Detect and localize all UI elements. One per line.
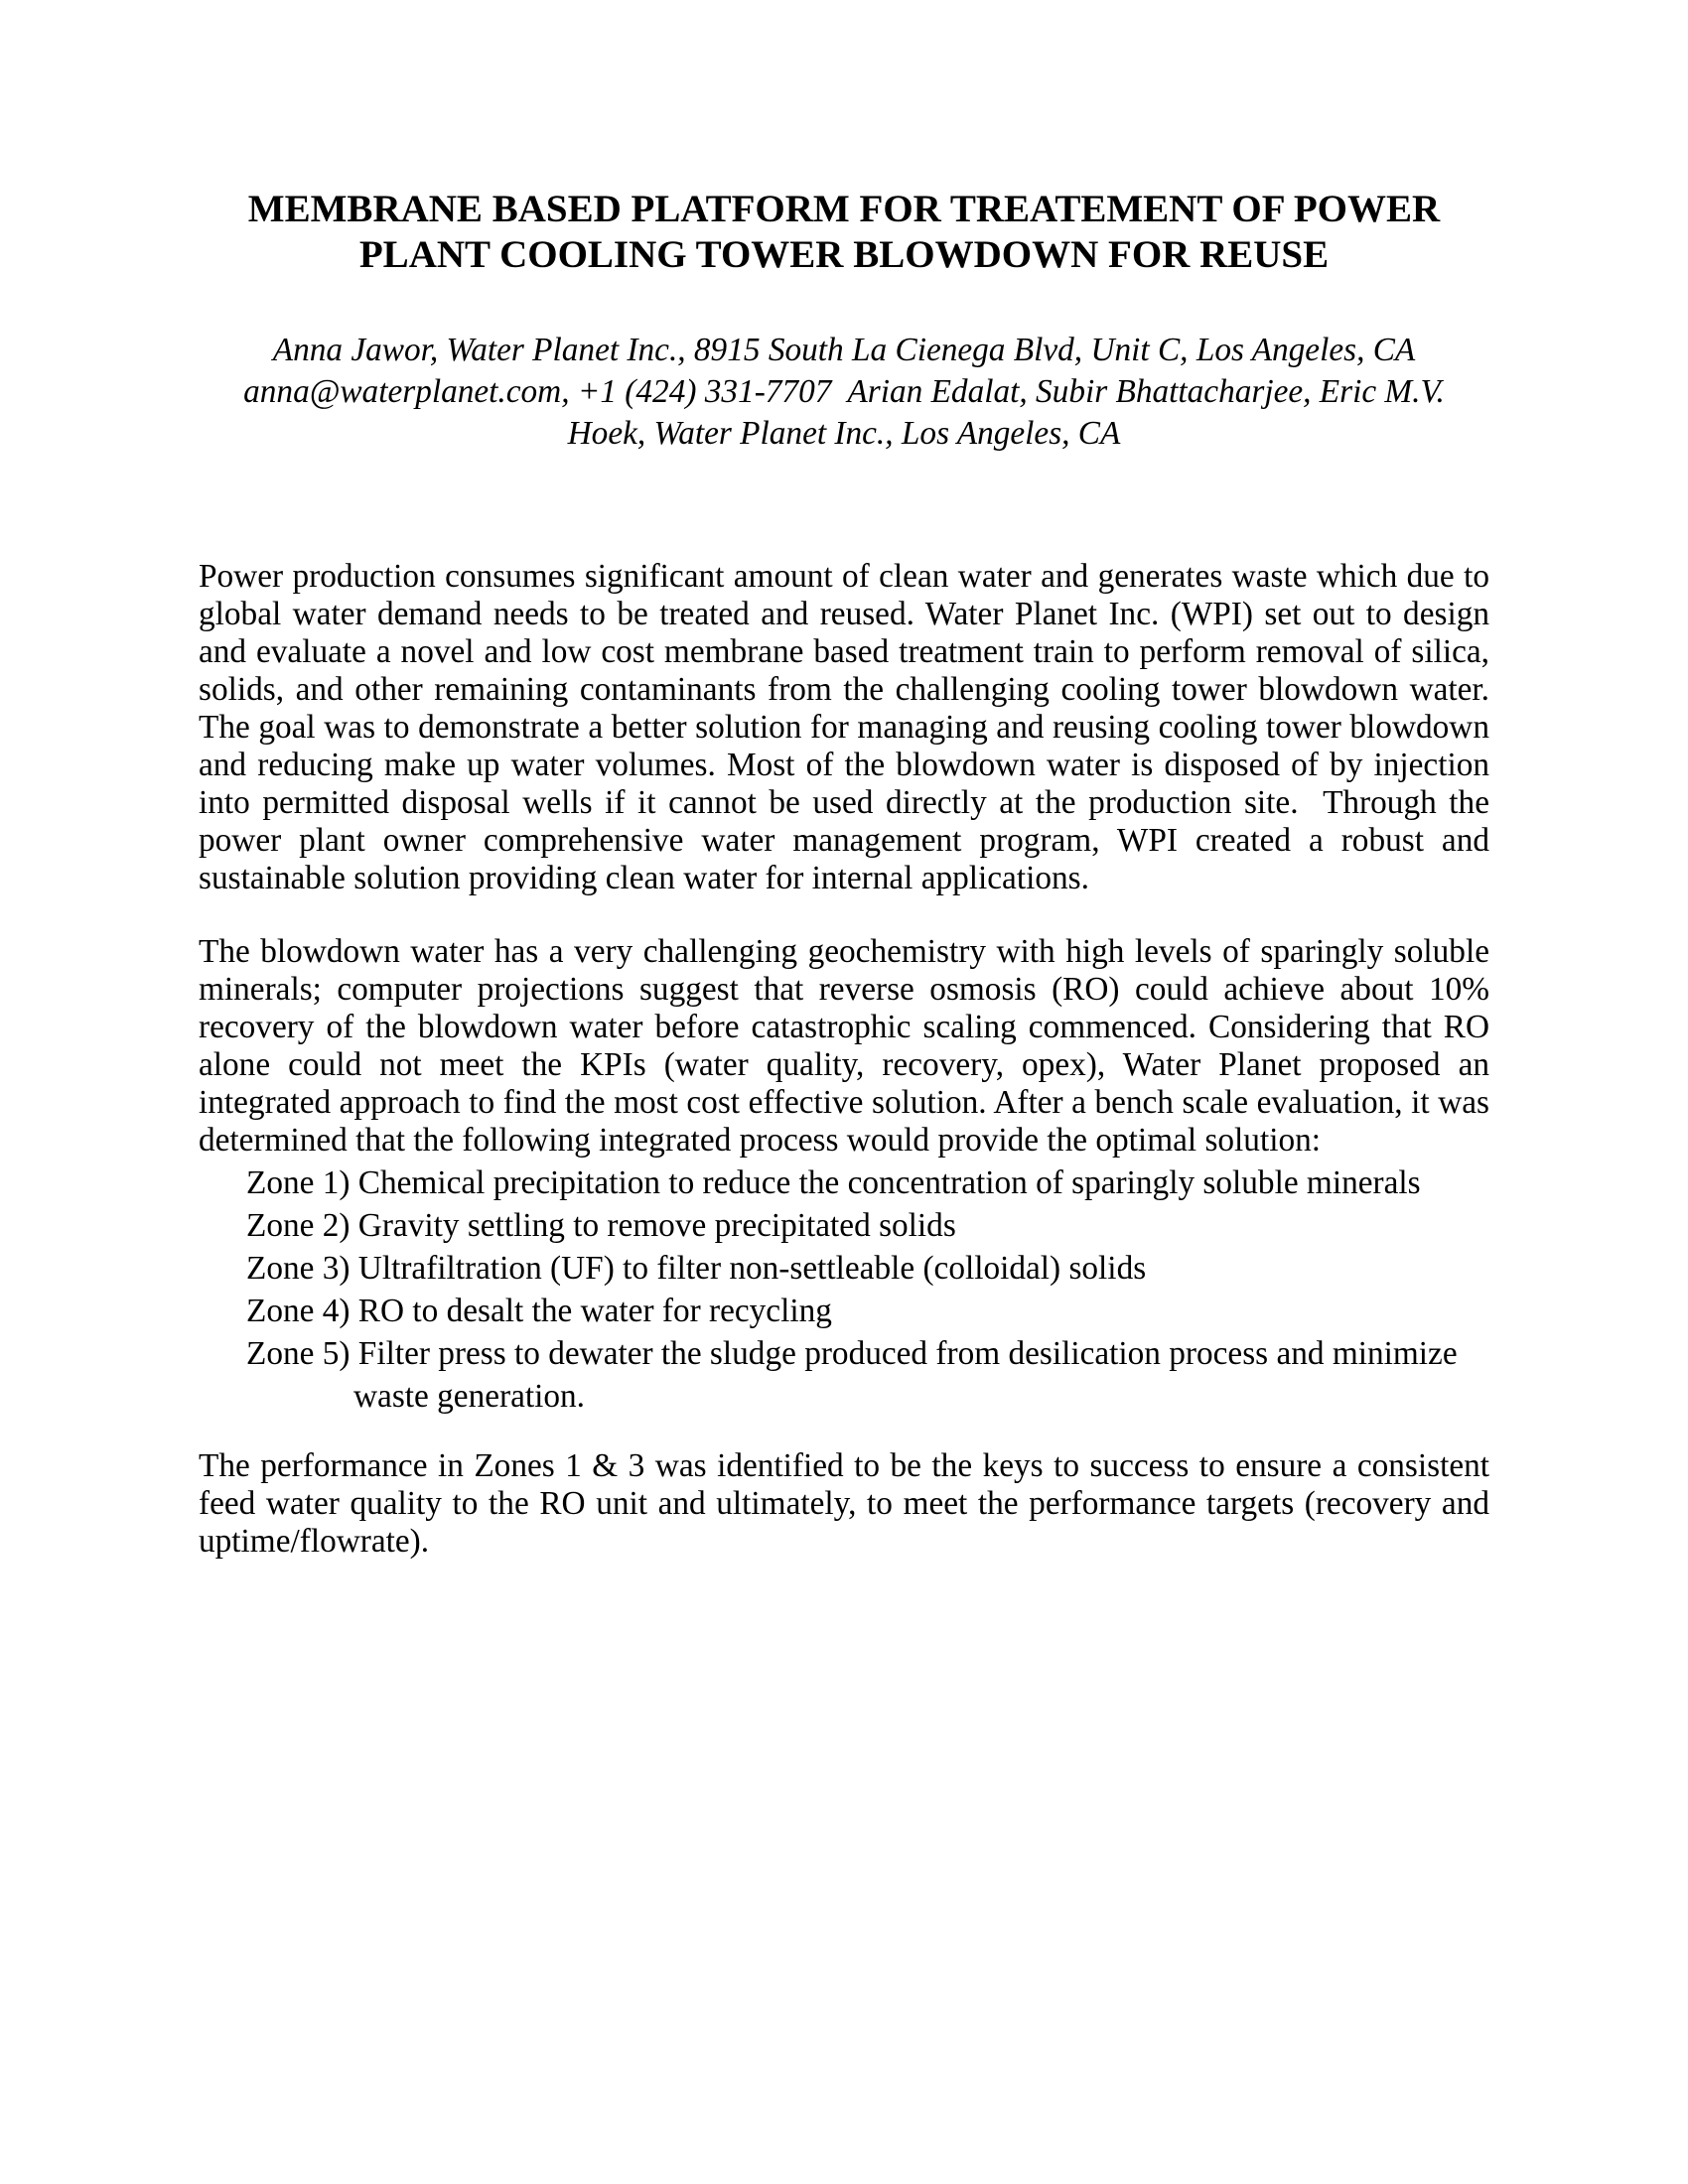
author-line: Anna Jawor, Water Planet Inc., 8915 South La Cienega Blvd, Unit C, Los Angeles, CA xyxy=(272,332,1416,368)
abstract-paragraph-2: The blowdown water has a very challenging geochemistry with high levels of sparingly soluble minerals; computer projections suggest that reverse osmosis (RO) could achieve about 10% recovery of the blowdown water before catastrophic scaling commenced. Considering that RO alone could not meet the KPIs (water quality, recovery, opex), Water Planet proposed an integrated approach to find the most cost effective solution. After a bench scale evaluation, it was determined that the following integrated process would provide the optimal solution: xyxy=(199,933,1489,1159)
abstract-paragraph-1: Power production consumes significant amount of clean water and generates waste which due to global water demand needs to be treated and reused. Water Planet Inc. (WPI) set out to design and evaluate a novel and low cost membrane based treatment train to perform removal of silica, solids, and other remaining contaminants from the challenging cooling tower blowdown water. The goal was to demonstrate a better solution for managing and reusing cooling tower blowdown and reducing make up water volumes. Most of the blowdown water is disposed of by injection into permitted disposal wells if it cannot be used directly at the production site. Through the power plant owner comprehensive water management program, WPI created a robust and sustainable solution providing clean water for internal applications. xyxy=(199,558,1489,896)
zone-list-item: Zone 5) Filter press to dewater the sludge produced from desilication process and minimize waste generation. xyxy=(246,1335,1458,1415)
zone-list xyxy=(199,1161,1489,1418)
paper-title: MEMBRANE BASED PLATFORM FOR TREATEMENT OF POWER PLANT COOLING TOWER BLOWDOWN FOR REUSE xyxy=(247,188,1441,276)
zone-list-item: Zone 2) Gravity settling to remove precipitated solids xyxy=(246,1207,956,1244)
author-block xyxy=(199,330,1489,455)
author-line: Hoek, Water Planet Inc., Los Angeles, CA xyxy=(567,415,1121,452)
closing-paragraph: The performance in Zones 1 & 3 was identified to be the keys to success to ensure a consistent feed water quality to the RO unit and ultimately, to meet the performance targets (recovery and uptime/flowrate). xyxy=(199,1447,1489,1560)
zone-list-item: Zone 1) Chemical precipitation to reduce the concentration of sparingly soluble minerals xyxy=(246,1164,1421,1201)
author-line: anna@waterplanet.com, +1 (424) 331-7707 Arian Edalat, Subir Bhattacharjee, Eric M.V. xyxy=(243,373,1445,410)
zone-list-item: Zone 4) RO to desalt the water for recycling xyxy=(246,1293,832,1329)
zone-list-item: Zone 3) Ultrafiltration (UF) to filter non-settleable (colloidal) solids xyxy=(246,1250,1147,1287)
page-content xyxy=(199,187,1489,1561)
